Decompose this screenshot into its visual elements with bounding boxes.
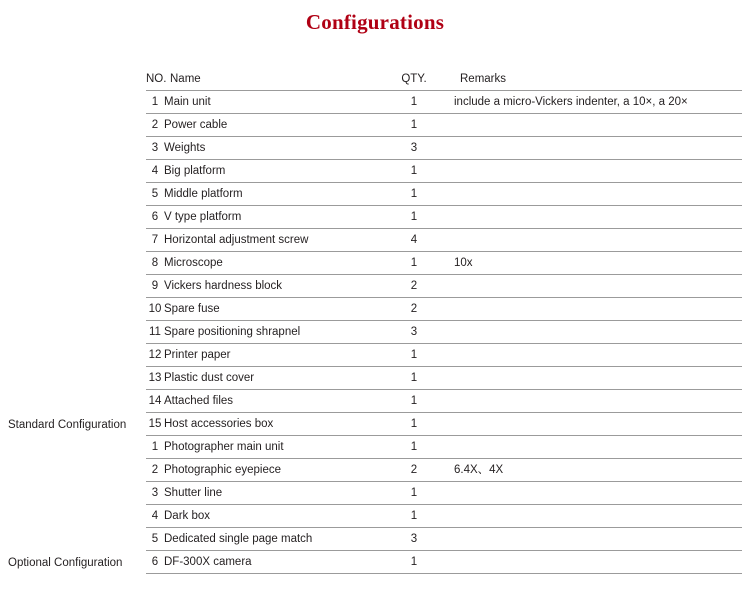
cell-qty: 2	[374, 298, 454, 321]
cell-name: Photographic eyepiece	[164, 459, 374, 482]
cell-remarks	[454, 482, 742, 505]
cell-qty: 1	[374, 114, 454, 137]
cell-qty: 2	[374, 275, 454, 298]
cell-no: 10	[146, 298, 164, 321]
header-no: NO.	[146, 68, 164, 91]
cell-qty: 3	[374, 528, 454, 551]
cell-name: Printer paper	[164, 344, 374, 367]
cell-name: V type platform	[164, 206, 374, 229]
cell-remarks: 10x	[454, 252, 742, 275]
cell-qty: 1	[374, 183, 454, 206]
cell-remarks	[454, 436, 742, 459]
cell-no: 3	[146, 482, 164, 505]
cell-qty: 3	[374, 137, 454, 160]
table-row	[8, 436, 742, 459]
cell-qty: 1	[374, 160, 454, 183]
cell-remarks	[454, 321, 742, 344]
cell-remarks	[454, 229, 742, 252]
cell-name: Vickers hardness block	[164, 275, 374, 298]
cell-no: 11	[146, 321, 164, 344]
cell-qty: 1	[374, 252, 454, 275]
cell-qty: 1	[374, 390, 454, 413]
cell-no: 9	[146, 275, 164, 298]
header-qty: QTY.	[374, 68, 454, 91]
table-header-row	[8, 68, 742, 91]
cell-remarks	[454, 551, 742, 574]
cell-no: 6	[146, 206, 164, 229]
cell-remarks	[454, 505, 742, 528]
cell-name: Host accessories box	[164, 413, 374, 436]
cell-name: Horizontal adjustment screw	[164, 229, 374, 252]
group-label-optional: Optional Configuration	[8, 556, 123, 569]
cell-remarks	[454, 344, 742, 367]
cell-name: Middle platform	[164, 183, 374, 206]
cell-no: 1	[146, 91, 164, 114]
cell-remarks: include a micro-Vickers indenter, a 10×, a 20×	[454, 91, 742, 114]
cell-qty: 1	[374, 482, 454, 505]
cell-remarks	[454, 137, 742, 160]
cell-name: Dedicated single page match	[164, 528, 374, 551]
cell-qty: 4	[374, 229, 454, 252]
cell-no: 2	[146, 114, 164, 137]
cell-remarks	[454, 275, 742, 298]
cell-name: Spare positioning shrapnel	[164, 321, 374, 344]
cell-no: 5	[146, 183, 164, 206]
cell-no: 3	[146, 137, 164, 160]
cell-qty: 1	[374, 436, 454, 459]
cell-no: 6	[146, 551, 164, 574]
cell-remarks	[454, 206, 742, 229]
header-group	[8, 68, 146, 91]
cell-qty: 1	[374, 551, 454, 574]
cell-name: Photographer main unit	[164, 436, 374, 459]
cell-remarks	[454, 298, 742, 321]
cell-no: 4	[146, 505, 164, 528]
cell-name: Power cable	[164, 114, 374, 137]
cell-name: Dark box	[164, 505, 374, 528]
header-remarks: Remarks	[454, 68, 742, 91]
table-row	[8, 91, 742, 114]
cell-remarks	[454, 183, 742, 206]
cell-qty: 1	[374, 413, 454, 436]
cell-qty: 1	[374, 91, 454, 114]
cell-remarks	[454, 413, 742, 436]
cell-no: 12	[146, 344, 164, 367]
cell-name: DF-300X camera	[164, 551, 374, 574]
cell-name: Weights	[164, 137, 374, 160]
cell-qty: 1	[374, 344, 454, 367]
cell-no: 4	[146, 160, 164, 183]
cell-qty: 3	[374, 321, 454, 344]
cell-qty: 1	[374, 505, 454, 528]
header-name: Name	[164, 68, 374, 91]
cell-no: 2	[146, 459, 164, 482]
cell-name: Microscope	[164, 252, 374, 275]
cell-no: 8	[146, 252, 164, 275]
cell-qty: 1	[374, 206, 454, 229]
configurations-table-wrapper	[8, 68, 742, 574]
cell-no: 13	[146, 367, 164, 390]
cell-name: Spare fuse	[164, 298, 374, 321]
cell-name: Attached files	[164, 390, 374, 413]
cell-qty: 1	[374, 367, 454, 390]
configurations-table	[8, 68, 742, 574]
cell-remarks	[454, 114, 742, 137]
cell-name: Big platform	[164, 160, 374, 183]
cell-name: Plastic dust cover	[164, 367, 374, 390]
cell-remarks: 6.4X、4X	[454, 459, 742, 482]
cell-remarks	[454, 367, 742, 390]
page-title: Configurations	[305, 10, 445, 34]
cell-no: 1	[146, 436, 164, 459]
cell-no: 5	[146, 528, 164, 551]
cell-name: Shutter line	[164, 482, 374, 505]
cell-no: 14	[146, 390, 164, 413]
cell-remarks	[454, 390, 742, 413]
cell-no: 7	[146, 229, 164, 252]
cell-remarks	[454, 528, 742, 551]
cell-qty: 2	[374, 459, 454, 482]
cell-name: Main unit	[164, 91, 374, 114]
group-label-standard: Standard Configuration	[8, 418, 127, 431]
cell-no: 15	[146, 413, 164, 436]
cell-remarks	[454, 160, 742, 183]
